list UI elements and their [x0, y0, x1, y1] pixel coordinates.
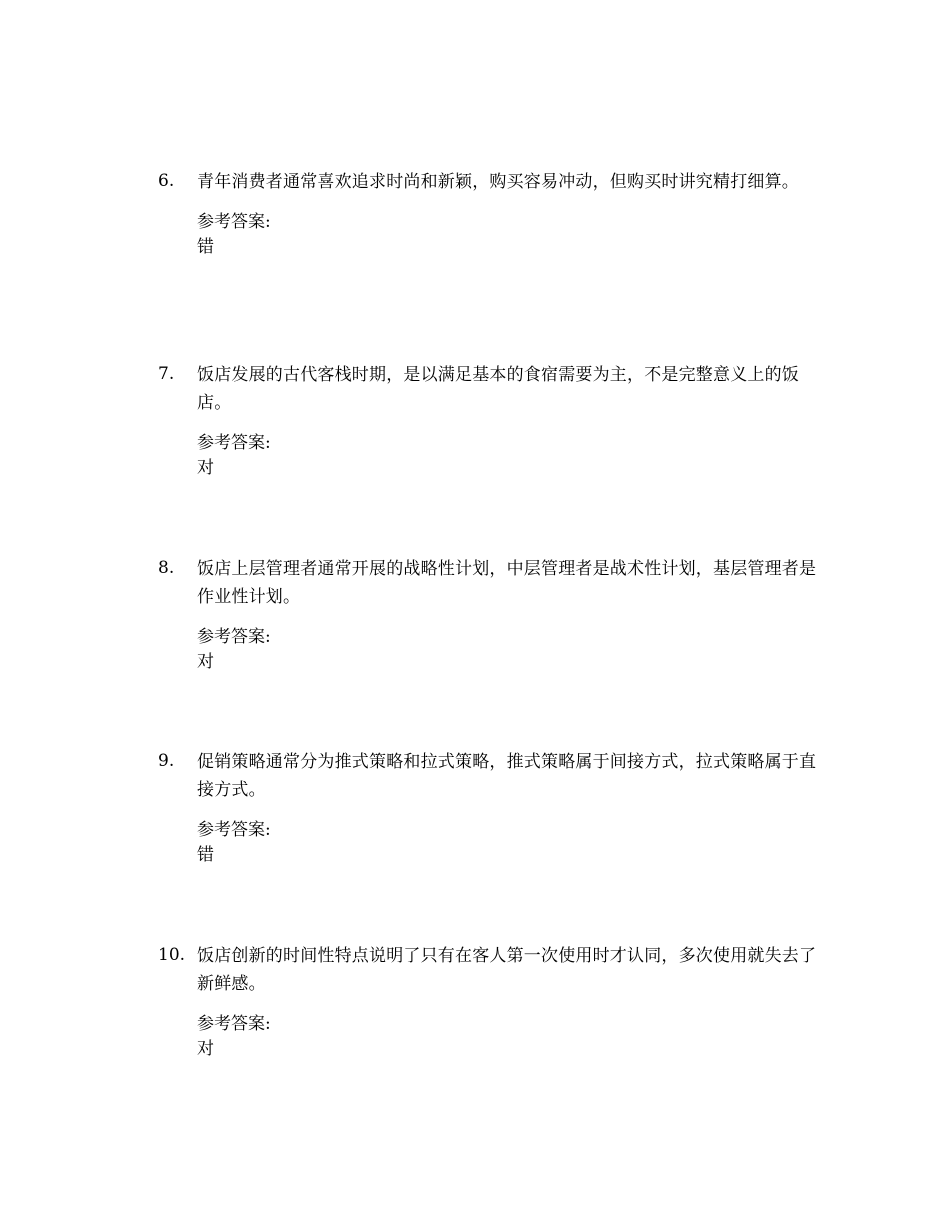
question-number: 9.	[158, 751, 175, 771]
question-text: 饭店上层管理者通常开展的战略性计划，中层管理者是战术性计划，基层管理者是作业性计划。	[197, 559, 817, 607]
question-item	[158, 361, 818, 481]
answer-block	[197, 1012, 818, 1062]
answer-block	[197, 210, 818, 260]
answer-value: 对	[197, 652, 214, 672]
question-number: 10.	[158, 945, 186, 965]
question-text: 青年消费者通常喜欢追求时尚和新颖，购买容易冲动，但购买时讲究精打细算。	[197, 172, 799, 192]
answer-label: 参考答案:	[197, 433, 271, 453]
answer-value: 错	[197, 237, 214, 257]
question-text: 促销策略通常分为推式策略和拉式策略，推式策略属于间接方式，拉式策略属于直接方式。	[197, 752, 817, 800]
question-item	[158, 748, 818, 868]
answer-label: 参考答案:	[197, 627, 271, 647]
answer-label: 参考答案:	[197, 1014, 271, 1034]
answer-block	[197, 625, 818, 675]
question-text: 饭店创新的时间性特点说明了只有在客人第一次使用时才认同，多次使用就失去了新鲜感。	[197, 946, 817, 994]
answer-block	[197, 431, 818, 481]
question-number: 7.	[158, 364, 175, 384]
answer-value: 对	[197, 1039, 214, 1059]
question-item	[158, 942, 818, 1062]
question-item	[158, 168, 818, 260]
question-number: 6.	[158, 171, 175, 191]
answer-value: 对	[197, 458, 214, 478]
question-text: 饭店发展的古代客栈时期，是以满足基本的食宿需要为主，不是完整意义上的饭店。	[197, 365, 799, 413]
answer-label: 参考答案:	[197, 820, 271, 840]
question-number: 8.	[158, 558, 175, 578]
answer-value: 错	[197, 845, 214, 865]
answer-label: 参考答案:	[197, 212, 271, 232]
question-item	[158, 555, 818, 675]
answer-block	[197, 818, 818, 868]
